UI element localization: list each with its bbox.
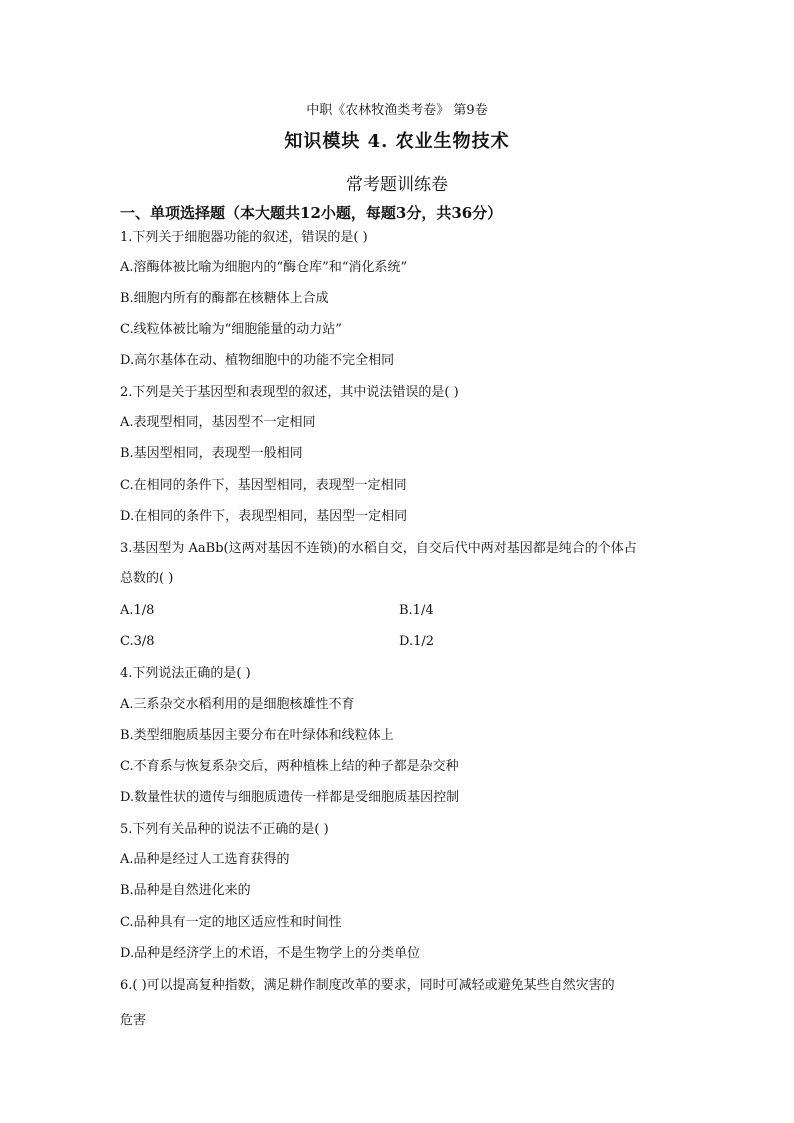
- question-option: A.1/8: [120, 603, 155, 618]
- question-option: C.在相同的条件下，基因型相同，表现型一定相同: [120, 478, 407, 493]
- question-option: D.数量性状的遗传与细胞质遗传一样都是受细胞质基因控制: [120, 790, 460, 805]
- question-option: C.品种具有一定的地区适应性和时间性: [120, 915, 342, 930]
- question-stem: 6.( )可以提高复种指数，满足耕作制度改革的要求，同时可减轻或避免某些自然灾害的: [120, 978, 615, 993]
- question-option: A.品种是经过人工选育获得的: [120, 852, 290, 867]
- question-option: A.三系杂交水稻利用的是细胞核雄性不育: [120, 697, 355, 712]
- exam-subtitle: 中职《农林牧渔类考卷》 第9卷: [306, 103, 488, 118]
- question-stem: 5.下列有关品种的说法不正确的是( ): [120, 822, 329, 837]
- question-option: D.高尔基体在动、植物细胞中的功能不完全相同: [120, 353, 395, 368]
- question-option: B.类型细胞质基因主要分布在叶绿体和线粒体上: [120, 728, 394, 743]
- question-stem-continued: 总数的( ): [120, 571, 174, 586]
- section-heading: 一、单项选择题（本大题共12小题，每题3分，共36分）: [120, 204, 503, 222]
- question-option: D.在相同的条件下，表现型相同，基因型一定相同: [120, 509, 408, 524]
- question-option: B.1/4: [399, 603, 434, 618]
- question-option: B.细胞内所有的酶都在核糖体上合成: [120, 291, 329, 306]
- question-option: A.表现型相同，基因型不一定相同: [120, 415, 316, 430]
- question-option: B.基因型相同，表现型一般相同: [120, 446, 303, 461]
- question-option: A.溶酶体被比喻为细胞内的“酶仓库”和“消化系统”: [120, 260, 408, 275]
- question-stem: 4.下列说法正确的是( ): [120, 666, 251, 681]
- exam-type-title: 常考题训练卷: [346, 175, 448, 195]
- question-stem-continued: 危害: [120, 1013, 147, 1028]
- question-option: C.线粒体被比喻为“细胞能量的动力站”: [120, 322, 342, 337]
- question-stem: 2.下列是关于基因型和表现型的叙述，其中说法错误的是( ): [120, 385, 459, 400]
- question-option: C.不育系与恢复系杂交后，两种植株上结的种子都是杂交种: [120, 759, 459, 774]
- question-stem: 1.下列关于细胞器功能的叙述，错误的是( ): [120, 230, 368, 245]
- question-stem: 3.基因型为 AaBb(这两对基因不连锁)的水稻自交，自交后代中两对基因都是纯合的个体占: [120, 541, 637, 556]
- question-option: D.1/2: [399, 634, 435, 649]
- page-title: 知识模块 4. 农业生物技术: [284, 131, 510, 152]
- question-option: B.品种是自然进化来的: [120, 883, 251, 898]
- question-option: C.3/8: [120, 634, 155, 649]
- question-option: D.品种是经济学上的术语，不是生物学上的分类单位: [120, 946, 421, 961]
